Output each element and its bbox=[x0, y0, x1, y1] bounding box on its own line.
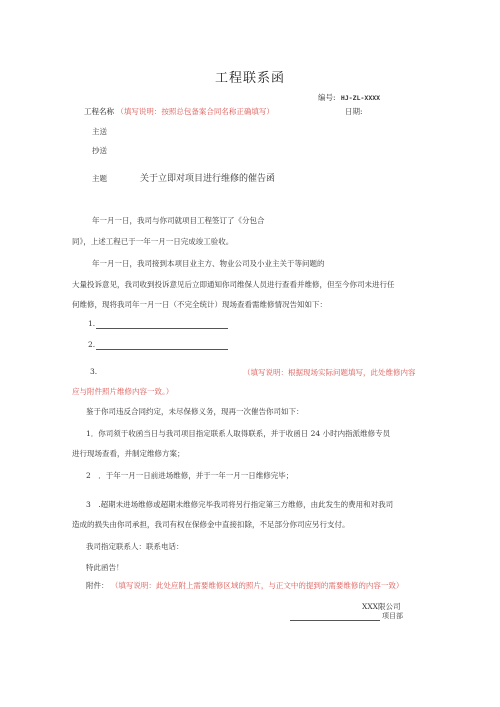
requirement-3-line-2: 造成的损失由你司承担，我司有权在保修金中直接扣除，不足部分你司应另行支付。 bbox=[72, 520, 350, 529]
issue-item-3-note-line-1: （填写说明：根据现场实际问题填写，此处维修内容 bbox=[243, 368, 416, 377]
serial-label: 编号: bbox=[318, 93, 336, 102]
requirement-1-line-2: 进行现场查看，并制定维修方案； bbox=[72, 449, 185, 458]
paragraph-1-line-1: 年一月一日，我司与你司就项目工程签订了《分包合 bbox=[92, 216, 265, 225]
subject-label: 主题 bbox=[92, 174, 107, 183]
requirement-2: 2 ．于年一月一日前进场维修，并于一年一月一日维修完毕； bbox=[86, 471, 294, 480]
send-to-label: 主送 bbox=[92, 127, 107, 136]
requirement-1-line-1: 1．你司须于收函当日与我司项目指定联系人取得联系，并于收函日 24 小时内指派维修专员 bbox=[86, 429, 391, 438]
paragraph-2-line-3: 何维修，现将我司年一月一日（不完全统计）现场查看需维修情况告知如下： bbox=[72, 300, 327, 309]
attachment-row bbox=[86, 580, 403, 591]
company-name: XXX限公司 bbox=[362, 602, 401, 611]
department-signature bbox=[290, 611, 403, 621]
subject-text: 关于立即对项目进行维修的催告函 bbox=[140, 174, 276, 184]
project-name-row bbox=[84, 106, 274, 117]
department-label: 项目部 bbox=[382, 612, 403, 620]
issue-item-3: 3. bbox=[90, 367, 98, 376]
contact-line: 我司指定联系人：联系电话： bbox=[86, 542, 184, 551]
paragraph-2-line-2: 大量投诉意见，我司收到投诉意见后立即通知你司维保人员进行查看并维修，但至今你司未进行任 bbox=[72, 280, 395, 289]
cc-label: 抄送 bbox=[92, 146, 107, 155]
serial-number bbox=[318, 92, 380, 103]
project-note: （填写说明：按照总包备案合同名称正确填写） bbox=[116, 107, 274, 116]
signature-blank-line bbox=[290, 620, 380, 621]
document-title: 工程联系函 bbox=[214, 71, 285, 86]
issue-item-1: 1. bbox=[88, 319, 96, 328]
requirement-3-line-1: 3 .超期未进场维修或超期未维修完毕我司将另行指定第三方维修，由此发生的费用和对我司 bbox=[86, 500, 394, 509]
issue-item-2-blank bbox=[96, 349, 228, 350]
paragraph-3: 鉴于你司违反合同约定，未尽保修义务，现再一次催告你司如下： bbox=[86, 407, 304, 416]
issue-item-3-note-line-2: 应与附件照片维修内容一致。） bbox=[72, 387, 174, 396]
date-label: 日期: bbox=[345, 107, 363, 116]
closing-line: 特此函告！ bbox=[86, 563, 124, 572]
attachment-label: 附件： bbox=[86, 581, 109, 590]
project-label: 工程名称 bbox=[84, 107, 114, 116]
attachment-note: （填写说明：此处应附上需要维修区域的照片，与正文中的提到的需要维修的内容一致） bbox=[110, 581, 404, 590]
serial-value: HJ-ZL-XXXX bbox=[340, 94, 381, 102]
paragraph-1-line-2: 同》，上述工程已于一年一月一日完成竣工验收。 bbox=[72, 237, 234, 246]
issue-item-1-blank bbox=[96, 328, 228, 329]
paragraph-2-line-1: 年一月一日，我司接到本项目业主方、物业公司及小业主关于等问题的 bbox=[92, 259, 325, 268]
issue-item-2: 2. bbox=[88, 340, 96, 349]
